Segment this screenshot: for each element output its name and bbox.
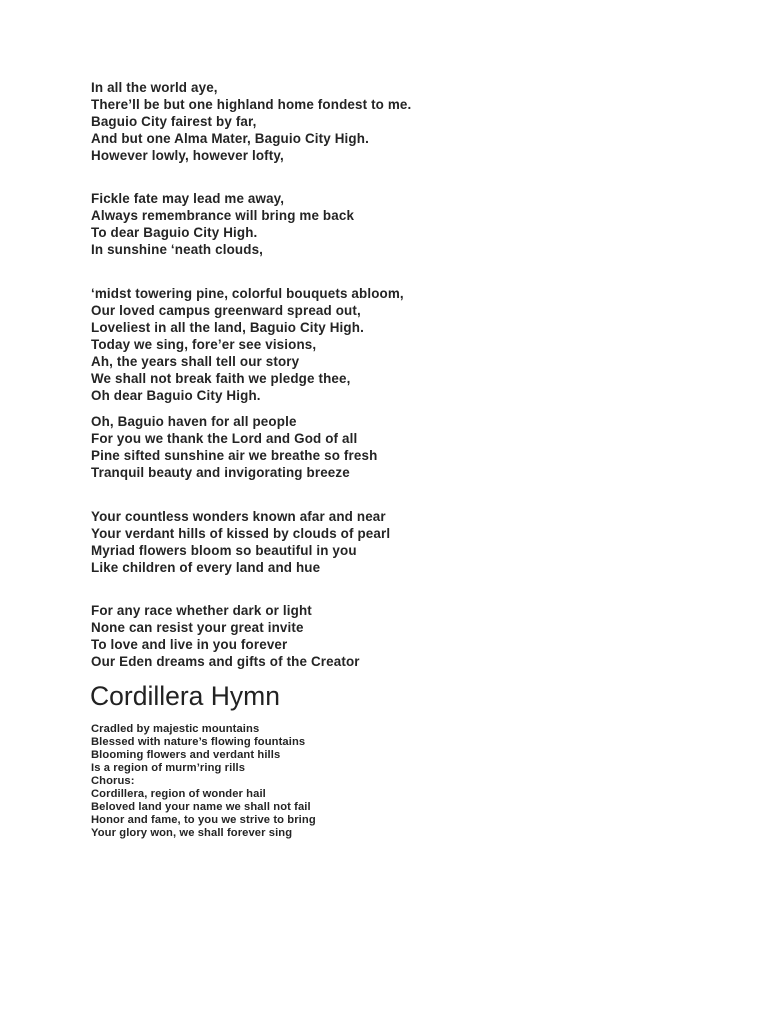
lyric-line: However lowly, however lofty, [91, 148, 284, 163]
hymn-line: Cradled by majestic mountains [91, 723, 260, 735]
lyric-line: Oh dear Baguio City High. [91, 388, 261, 403]
hymn-line: Blooming flowers and verdant hills [91, 749, 281, 761]
hymn-line: Cordillera, region of wonder hail [91, 788, 266, 800]
lyric-line: Always remembrance will bring me back [91, 208, 355, 223]
lyric-line: In sunshine ‘neath clouds, [91, 242, 264, 257]
chorus-label: Chorus: [91, 775, 135, 787]
hymn-line: Blessed with nature’s flowing fountains [91, 736, 306, 748]
lyric-line: For you we thank the Lord and God of all [91, 431, 358, 446]
lyric-line: For any race whether dark or light [91, 603, 312, 618]
lyric-line: Baguio City fairest by far, [91, 114, 257, 129]
lyric-line: Like children of every land and hue [91, 560, 321, 575]
lyric-line: None can resist your great invite [91, 620, 304, 635]
lyric-line: In all the world aye, [91, 80, 218, 95]
lyric-line: Loveliest in all the land, Baguio City High. [91, 320, 364, 335]
lyric-line: There’ll be but one highland home fondest to me. [91, 97, 412, 112]
lyric-line: And but one Alma Mater, Baguio City High. [91, 131, 369, 146]
lyric-line: To love and live in you forever [91, 637, 288, 652]
lyric-line: Our Eden dreams and gifts of the Creator [91, 654, 360, 669]
hymn-line: Your glory won, we shall forever sing [91, 827, 293, 839]
lyric-line: Ah, the years shall tell our story [91, 354, 300, 369]
lyric-line: Your verdant hills of kissed by clouds of pearl [91, 526, 391, 541]
lyric-line: We shall not break faith we pledge thee, [91, 371, 351, 386]
lyric-line: To dear Baguio City High. [91, 225, 258, 240]
hymn-title: Cordillera Hymn [90, 681, 280, 711]
lyric-line: Our loved campus greenward spread out, [91, 303, 361, 318]
lyric-line: Your countless wonders known afar and near [91, 509, 386, 524]
hymn-line: Is a region of murm’ring rills [91, 762, 246, 774]
lyric-line: Fickle fate may lead me away, [91, 191, 285, 206]
hymn-line: Honor and fame, to you we strive to bring [91, 814, 316, 826]
hymn-line: Beloved land your name we shall not fail [91, 801, 311, 813]
lyric-line: Tranquil beauty and invigorating breeze [91, 465, 350, 480]
lyric-line: Pine sifted sunshine air we breathe so fresh [91, 448, 378, 463]
lyric-line: Myriad flowers bloom so beautiful in you [91, 543, 357, 558]
lyric-line: Oh, Baguio haven for all people [91, 414, 297, 429]
lyric-line: ‘midst towering pine, colorful bouquets abloom, [91, 286, 404, 301]
lyric-line: Today we sing, fore’er see visions, [91, 337, 317, 352]
